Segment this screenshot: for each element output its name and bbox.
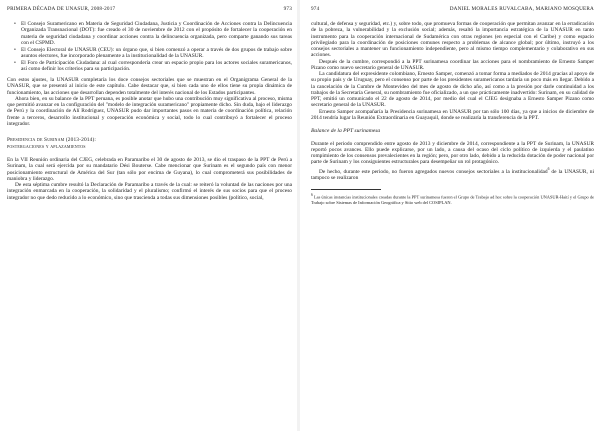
left-page: [0, 0, 298, 431]
right-paragraph-3: La candidatura del expresidente colombiano, Ernesto Samper, comenzó a tomar forma a mediados de 2014 gracias al apoyo de su propio país y de Uruguay, pero el consenso por parte de los presidentes suramericanos tardaría un poco más en llegar. Debido a la cancelación de la Cumbre de Montevideo del mes de agosto de dicho año, así como a la presión por darle continuidad a los trabajos de la Secretaría General, su nombramiento fue oficializado, a un que prácticamente inadvertido: Surinam, en su calidad de PPT, emitió un comunicado el 22 de agosto de 2014, por medio del cual el CJEG designaba a Ernesto Samper Pizano como secretario general de la UNASUR.: [311, 71, 594, 109]
right-paragraph-5: Durante el periodo comprendido entre agosto de 2013 y diciembre de 2014, correspondiente a la PPT de Surinam, la UNASUR reportó pocos avances. Ello puede explicarse, por un lado, a causa del ocaso del ciclo político de izquierda y el paulatino rompimiento de los consensos prevalecientes en la región; pero, por otro lado, debido a la reducida dotación de poder nacional por parte de Surinam y los consiguientes estructurales para desempeñar un rol protagónico.: [311, 140, 594, 166]
footnote-divider: [311, 189, 381, 190]
right-paragraph-1: cultural, de defensa y seguridad, etc.) y, sobre todo, que promueva formas de cooperación que permitan avanzar en la erradicación de la pobreza, la vulnerabilidad y la exclusión social; además, resaltó la importancia estratégica de la UNASUR en tanto instrumento para la cooperación internacional de Sudamérica con otras regiones (en especial con el Caribe) y como espacio privilegiado para la coordinación de posiciones comunes respecto a problemas de alcance global; por último, instruyó a los consejos sectoriales a mantener un funcionamiento independiente, pero al mismo tiempo complementario y colaborativo en sus acciones.: [311, 21, 594, 59]
section-title-surinam: [7, 137, 292, 150]
footnote-6: [311, 193, 594, 205]
footnote-text: Las únicas instancias institucionales creadas durante la PPT surinamesa fueron el Grupo de Trabajo ad hoc sobre la cooperación UNASUR-Haití y el Grupo de Trabajo sobre Sistemas de Información Geográfica y Sitio web del COSIPLAN.: [311, 194, 594, 205]
footnote-mark: 6: [311, 192, 313, 197]
right-running-header: [311, 6, 594, 13]
right-paragraph-6-text: De hecho, durante este periodo, no fueron agregados nuevos consejos sectoriales a la institucionalidad: [319, 168, 548, 175]
left-paragraph-3: En la VII Reunión ordinaria del CJEG, celebrada en Paramaribo el 30 de agosto de 2013, se dio el traspaso de la PPT de Perú a Surinam, la cual será ejercida por su mandatario Dési Bouterse. Cabe mencionar que Surinam es el segundo país con menor posicionamiento estructural de América del Sur (tan sólo por encima de Guyana), lo cual comprometerá sus posibilidades de maniobra y liderazgo.: [7, 157, 292, 182]
left-header-title: PRIMERA DÉCADA DE UNASUR, 2008-2017: [7, 6, 116, 12]
right-paragraph-4: Ernesto Samper acompañaría la Presidencia surinamesa en UNASUR por tan sólo 100 días, ya que a inicios de diciembre de 2014 tendría lugar la Reunión Extraordinaria en Guayaquil, donde se realizaría la transferencia de la PPT.: [311, 108, 594, 121]
left-page-number: 973: [283, 6, 292, 12]
bullet-item-electoral-council: [15, 47, 292, 60]
left-paragraph-4: De esta séptima cumbre resultó la Declaración de Paramaribo a través de la cual: se reiteró la voluntad de las naciones por una integración enmarcada en la cooperación, la solidaridad y el pluralismo; confirmó el interés de sus socios para que el proceso integrador no que dedo reducido a lo económico, sino que trascienda a todas sus dimensiones posibles (político, social,: [7, 182, 292, 201]
bullet-item-citizen-forum: [15, 60, 292, 73]
section-title-line-1: Presidencia de Surinam (2013-2014):: [7, 137, 97, 144]
bullet-icon: •: [14, 46, 16, 53]
left-paragraph-1: Con estos ajustes, la UNASUR completaría los doce consejos sectoriales que se muestran en el Organigrama General de la UNASUR, que se presentó al inicio de este capítulo. Cabe destacar que, si bien cada uno de ellos tiene su propia dinámica de funcionamiento, las acciones que desarrollan dependen totalmente del interés nacional de los Estados participantes.: [7, 77, 292, 96]
right-paragraph-6: [311, 166, 594, 181]
right-paragraph-6-tail: de la UNASUR, ni tampoco se realizaron: [311, 168, 594, 181]
bullet-item-dot-council: [15, 21, 292, 46]
bullet-text: El Consejo Electoral de UNASUR (CEU): un órgano que, si bien comenzó a operar a través de dos grupos de trabajo sobre asuntos electores, fue incorporado plenamente a la institucionalidad de la UNASUR.: [21, 46, 292, 59]
left-paragraph-2: Ahora bien, en su balance de la PPT peruana, es posible anotar que hubo una contribución muy significativa al proceso, misma que permitió avanzar en la configuración del "modelo de integración suramericano" propiamente dicho. Sin duda, bajo el liderazgo de Perú y la coordinación de Alí Rodríguez, UNASUR pudo dar importantes pasos en materia de coordinación política, relación frente a terceros, desarrollo institucional y cooperación económica y social, todo lo cual contribuyó a fortalecer el proceso integrador.: [7, 95, 292, 127]
right-page-number: 974: [311, 6, 320, 12]
section-title-line-2: postergaciones y aplazamientos: [7, 143, 86, 150]
balance-heading: Balance de la PPT surinamesa: [311, 128, 381, 134]
right-page: [300, 0, 600, 431]
right-header-title: DANIEL MORALES RUVALCABA, MARIANO MOSQUERA: [449, 6, 594, 12]
bullet-text: El Consejo Suramericano en Materia de Seguridad Ciudadana, Justicia y Coordinación de Acciones contra la Delincuencia Organizada Transnacional (DOT): fue creado el 30 de noviembre de 2012 con el propósito de fortalecer la cooperación en materia de seguridad ciudadana y coordinar acciones contra la delincuencia organizada, pero comparte ganando sus tareas con el CSPMD.: [21, 21, 292, 46]
council-bullet-list: [7, 21, 292, 72]
bullet-text: El Foro de Participación Ciudadana: al cual correspondería crear un espacio propio para los actores sociales suramericanos, así como definir los criterios para su participación.: [21, 59, 292, 72]
footnote-reference: 6: [547, 166, 550, 171]
left-running-header: [7, 6, 292, 13]
bullet-icon: •: [14, 59, 16, 66]
bullet-icon: •: [14, 21, 16, 27]
right-paragraph-2: Después de la cumbre, correspondió a la PPT surinamesa coordinar las acciones para el nombramiento de Ernesto Samper Pizano como nuevo secretario general de UNASUR.: [311, 58, 594, 71]
